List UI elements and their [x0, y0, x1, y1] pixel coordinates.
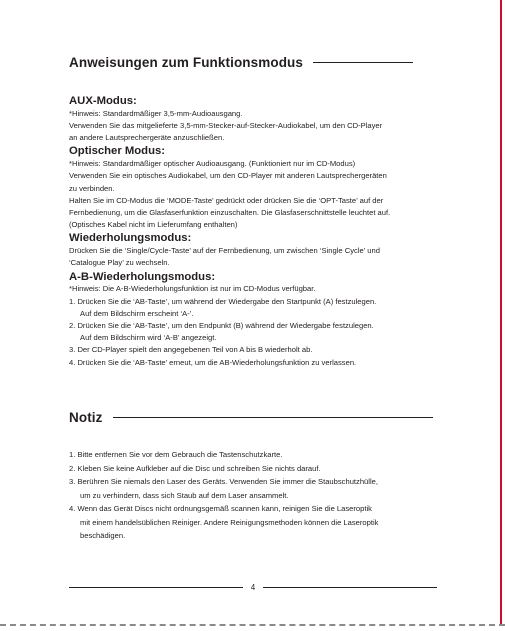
- note-item: beschädigen.: [80, 531, 126, 540]
- note-item: 3. Berühren Sie niemals den Laser des Geräts. Verwenden Sie immer die Staubschutzhülle,: [69, 477, 378, 486]
- optical-line: Verwenden Sie ein optisches Audiokabel, um den CD-Player mit anderen Lautsprechergeräten: [69, 171, 387, 181]
- footer-rule-left: [69, 587, 243, 588]
- note-item: 4. Wenn das Gerät Discs nicht ordnungsgemäß scannen kann, reinigen Sie die Laseroptik: [69, 504, 372, 513]
- heading-ab-repeat-mode: A-B-Wiederholungsmodus:: [69, 270, 216, 283]
- section-title-functions: Anweisungen zum Funktionsmodus: [69, 55, 304, 70]
- heading-aux-mode: AUX-Modus:: [69, 95, 137, 107]
- optical-line: zu verbinden.: [69, 183, 115, 193]
- heading-repeat-mode: Wiederholungsmodus:: [69, 232, 192, 245]
- section-title-notes: Notiz: [69, 410, 103, 425]
- page-footer: [69, 583, 437, 592]
- optical-line: *Hinweis: Standardmäßiger optischer Audioausgang. (Funktioniert nur im CD-Modus): [69, 159, 356, 169]
- ab-step: 3. Der CD-Player spielt den angegebenen Teil von A bis B wiederholt ab.: [69, 345, 313, 355]
- ab-step: Auf dem Bildschirm wird ‘A-B’ angezeigt.: [80, 333, 217, 343]
- optical-line: Halten Sie im CD-Modus die ‘MODE-Taste’ gedrückt oder drücken Sie die ‘OPT-Taste’ auf der: [69, 195, 384, 205]
- section-rule: [313, 62, 413, 63]
- repeat-line: Drücken Sie die ‘Single/Cycle-Taste’ auf der Fernbedienung, um zwischen ‘Single Cycle’ und: [69, 246, 380, 256]
- ab-step: 1. Drücken Sie die ‘AB-Taste’, um während der Wiedergabe den Startpunkt (A) festzulegen.: [69, 296, 377, 306]
- page-bottom-edge: [0, 624, 505, 626]
- notes-body: [69, 448, 449, 543]
- ab-note: *Hinweis: Die A-B-Wiederholungsfunktion ist nur im CD-Modus verfügbar.: [69, 284, 316, 294]
- repeat-line: ‘Catalogue Play’ zu wechseln.: [69, 258, 170, 268]
- page-number: 4: [250, 583, 256, 592]
- ab-step: Auf dem Bildschirm erscheint ‘A-’.: [80, 308, 194, 318]
- optical-line: (Optisches Kabel nicht im Lieferumfang enthalten): [69, 220, 238, 230]
- ab-step: 4. Drücken Sie die ‘AB-Taste’ erneut, um die AB-Wiederholungsfunktion zu verlassen.: [69, 357, 357, 367]
- note-item: 1. Bitte entfernen Sie vor dem Gebrauch die Tastenschutzkarte.: [69, 450, 283, 459]
- footer-rule-right: [263, 587, 437, 588]
- note-item: um zu verhindern, dass sich Staub auf dem Laser ansammelt.: [80, 490, 289, 500]
- ab-step: 2. Drücken Sie die ‘AB-Taste’, um den Endpunkt (B) während der Wiedergabe festzulegen.: [69, 321, 374, 331]
- aux-line: *Hinweis: Standardmäßiger 3,5-mm-Audioausgang.: [69, 108, 243, 118]
- note-item: 2. Kleben Sie keine Aufkleber auf die Disc und schreiben Sie nichts darauf.: [69, 463, 321, 473]
- note-item: mit einem handelsüblichen Reiniger. Andere Reinigungsmethoden können die Laseroptik: [80, 517, 379, 527]
- heading-optical-mode: Optischer Modus:: [69, 145, 166, 158]
- functions-body: [69, 94, 449, 369]
- page-edge-accent: [500, 0, 502, 625]
- section-rule: [113, 417, 433, 418]
- section-header-notes: [69, 410, 433, 425]
- aux-line: Verwenden Sie das mitgelieferte 3,5-mm-Stecker-auf-Stecker-Audiokabel, um den CD-Player: [69, 121, 383, 130]
- section-header-functions: [69, 55, 413, 70]
- aux-line: an andere Lautsprechergeräte anzuschließen.: [69, 133, 225, 143]
- optical-line: Fernbedienung, um die Glasfaserfunktion einzuschalten. Die Glasfaserschnittstelle leuchtet auf.: [69, 208, 391, 218]
